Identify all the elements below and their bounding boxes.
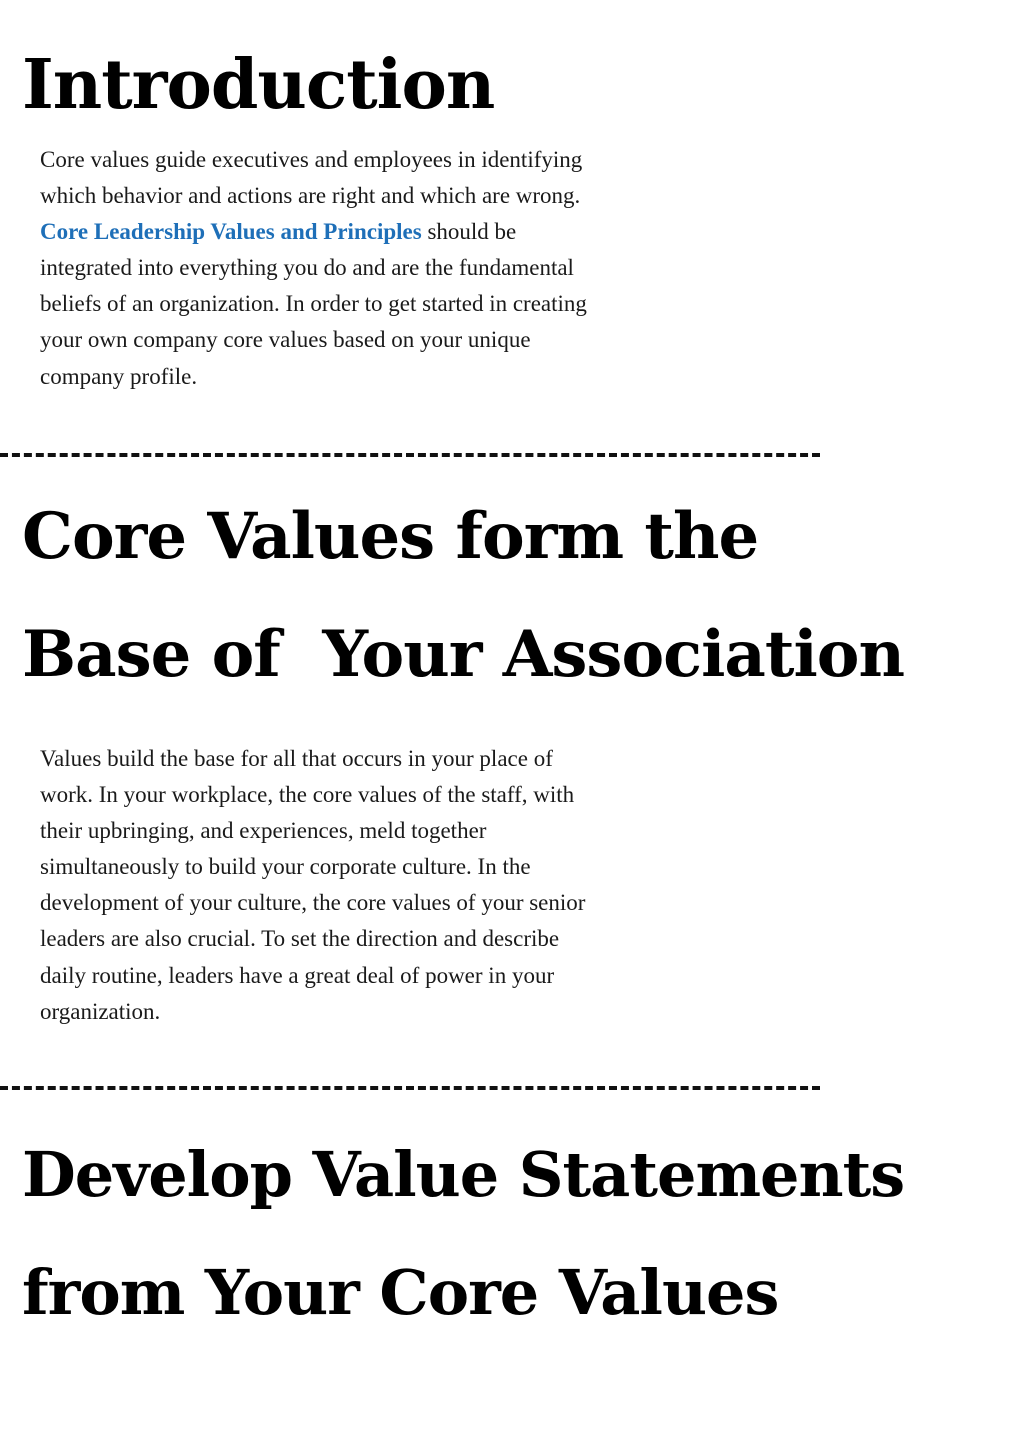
core-values-heading [22, 478, 904, 714]
introduction-text-start: Core values guide executives and employees in identifying which behavior and actions are right and which are wrong. [40, 147, 583, 209]
introduction-heading: Introduction [22, 45, 495, 125]
develop-heading-line-2: from Your Core Values [22, 1256, 779, 1329]
develop-heading-line-1: Develop Value Statements [22, 1138, 905, 1211]
core-leadership-values-link[interactable]: Core Leadership Values and Principles [40, 219, 422, 245]
core-values-heading-line-1: Core Values form the [22, 499, 759, 574]
section-divider [0, 1086, 820, 1090]
section-divider [0, 453, 820, 457]
core-values-paragraph: Values build the base for all that occurs in your place of work. In your workplace, the core values of the staff, with their upbringing, and experiences, meld together simultaneously to build your corporate culture. In the development of your culture, the core values of your senior leaders are also crucial. To set the direction and describe daily routine, leaders have a great deal of power in your organization. [40, 746, 586, 1024]
introduction-paragraph [40, 142, 600, 395]
develop-statements-heading [22, 1116, 904, 1352]
introduction-text-end: should be integrated into everything you do and are the fundamental beliefs of an organization. In order to get started in creating your own company core values based on your unique company profile. [40, 219, 587, 389]
core-values-heading-line-2: Base of Your Association [22, 617, 904, 692]
